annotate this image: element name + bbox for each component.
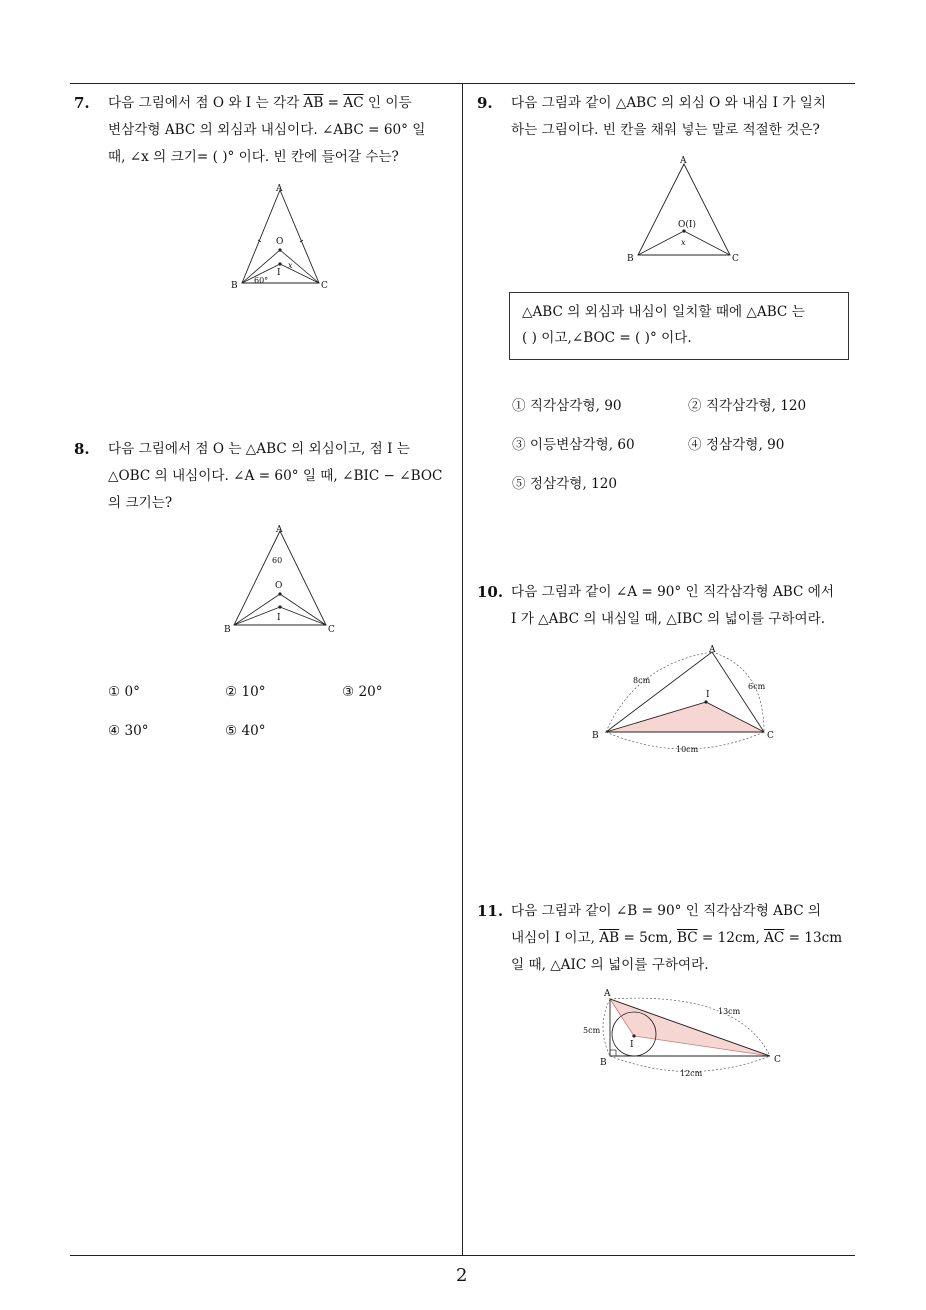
choice-4[interactable]: ④ 30° [108, 723, 149, 739]
vertex-label-a: A [276, 184, 283, 194]
box-text-line: △ABC 의 외심과 내심이 일치할 때에 △ABC 는 [522, 304, 805, 320]
point-label-oi: O(I) [678, 220, 696, 230]
choice-2[interactable]: ② 직각삼각형, 120 [688, 398, 807, 414]
question-text-line: 변삼각형 ABC 의 외심과 내심이다. ∠ABC = 60° 일 [108, 122, 426, 138]
point-label-o: O [276, 237, 284, 247]
choice-1[interactable]: ① 직각삼각형, 90 [512, 398, 622, 414]
question-8 [74, 436, 458, 517]
question-text-line: 다음 그림에서 점 O 는 △ABC 의 외심이고, 점 I 는 [108, 441, 410, 457]
question-number: 7. [74, 94, 90, 112]
column-divider [462, 83, 463, 1256]
angle-x-label: x [681, 238, 686, 247]
vertex-label-b: B [592, 731, 599, 741]
angle-label: 60° [254, 276, 269, 285]
question-text-line: 내심이 I 이고, $\overline{AB} = 5cm$, $\overline{BC} = 12cm$, $\overline{AC} = 13cm$ [511, 930, 843, 946]
point-label-i: I [630, 1040, 634, 1050]
question-number: 11. [477, 902, 504, 920]
angle-label: 60 [272, 556, 283, 565]
vertex-label-c: C [732, 254, 739, 264]
length-label-bc: 12cm [680, 1069, 703, 1078]
q8-choices [108, 684, 458, 744]
question-text-line: △OBC 의 내심이다. ∠A = 60° 일 때, ∠BIC − ∠BOC [108, 468, 443, 484]
choice-4[interactable]: ④ 정삼각형, 90 [688, 437, 785, 453]
box-text-line: ( ) 이고,∠BOC = ( )° 이다. [522, 330, 692, 346]
vertex-label-a: A [276, 525, 283, 535]
q9-choices [512, 394, 857, 494]
q8-figure [220, 522, 342, 637]
question-text-line: I 가 △ABC 의 내심일 때, △IBC 의 넓이를 구하여라. [511, 611, 826, 627]
vertex-label-c: C [328, 625, 335, 635]
choice-5[interactable]: ⑤ 정삼각형, 120 [512, 476, 618, 492]
choice-5[interactable]: ⑤ 40° [225, 723, 266, 739]
q9-statement-box [509, 292, 849, 360]
point-label-i: I [277, 613, 281, 623]
length-label-ab: 5cm [583, 1026, 601, 1035]
vertex-label-a: A [709, 645, 716, 655]
question-text-line: 다음 그림에서 점 O 와 I 는 각각 $\overline{AB} = \overline{AC}$ 인 이등 [108, 95, 412, 111]
shaded-triangle-ibc [606, 702, 764, 732]
bottom-rule [70, 1255, 855, 1256]
question-9 [477, 90, 859, 144]
q10-figure [588, 642, 783, 754]
point-label-o: O [275, 581, 283, 591]
vertex-label-c: C [321, 281, 328, 291]
question-text-line: 다음 그림과 같이 △ABC 의 외심 O 와 내심 I 가 일치 [511, 95, 827, 111]
length-label-ac: 13cm [718, 1007, 741, 1016]
vertex-label-b: B [600, 1058, 607, 1068]
choice-3[interactable]: ③ 이등변삼각형, 60 [512, 437, 635, 453]
question-text-line: 하는 그림이다. 빈 칸을 채워 넣는 말로 적절한 것은? [511, 122, 820, 138]
question-text-line: 의 크기는? [108, 495, 173, 511]
length-label-ab: 8cm [633, 676, 651, 685]
q7-figure [225, 182, 335, 292]
choice-3[interactable]: ③ 20° [342, 684, 383, 700]
question-text-line: 일 때, △AIC 의 넓이를 구하여라. [511, 957, 709, 973]
vertex-label-c: C [774, 1055, 781, 1065]
length-label-bc: 10cm [676, 745, 699, 754]
vertex-label-b: B [231, 281, 238, 291]
q9-figure [624, 152, 746, 264]
vertex-label-b: B [627, 254, 634, 264]
question-text-line: 다음 그림과 같이 ∠B = 90° 인 직각삼각형 ABC 의 [511, 903, 822, 919]
choice-2[interactable]: ② 10° [225, 684, 266, 700]
vertex-label-c: C [767, 731, 774, 741]
question-text-line: 다음 그림과 같이 ∠A = 90° 인 직각삼각형 ABC 에서 [511, 584, 835, 600]
angle-x-label: x [288, 261, 293, 270]
choice-1[interactable]: ① 0° [108, 684, 140, 700]
question-text-line: 때, ∠x 의 크기= ( )° 이다. 빈 칸에 들어갈 수는? [108, 149, 399, 165]
vertex-label-a: A [604, 989, 611, 999]
question-10 [477, 579, 859, 633]
question-7 [74, 90, 458, 171]
point-label-i: I [706, 690, 710, 700]
question-number: 10. [477, 583, 504, 601]
question-11 [477, 898, 859, 979]
page-number: 2 [456, 1265, 468, 1286]
question-number: 8. [74, 440, 90, 458]
q11-figure [578, 983, 788, 1078]
point-label-i: I [277, 268, 281, 278]
vertex-label-a: A [680, 156, 687, 166]
question-number: 9. [477, 94, 493, 112]
length-label-ac: 6cm [748, 682, 766, 691]
vertex-label-b: B [224, 625, 231, 635]
